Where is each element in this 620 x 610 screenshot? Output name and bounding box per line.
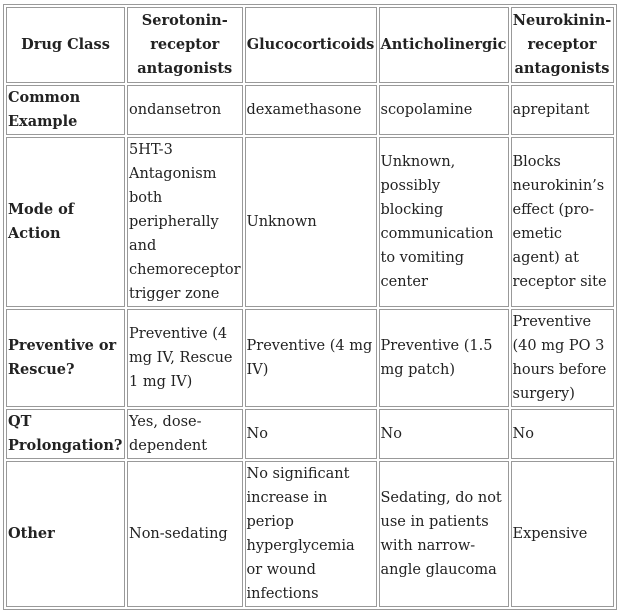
table-cell: No bbox=[245, 409, 377, 459]
table-row-preventive-or-rescue bbox=[6, 309, 614, 407]
table-cell: 5HT-3 Antagonism both peripherally and chemoreceptor trigger zone bbox=[127, 137, 243, 307]
row-label: QT Prolongation? bbox=[6, 409, 125, 459]
table-cell: Expensive bbox=[511, 461, 614, 607]
table-row-qt-prolongation bbox=[6, 409, 614, 459]
table-cell: scopolamine bbox=[379, 85, 509, 135]
table-cell: No significant increase in periop hyperglycemia or wound infections bbox=[245, 461, 377, 607]
header-glucocorticoids: Glucocorticoids bbox=[245, 7, 377, 83]
header-drug-class: Drug Class bbox=[6, 7, 125, 83]
header-serotonin-antagonists: Serotonin-receptor antagonists bbox=[127, 7, 243, 83]
row-label: Common Example bbox=[6, 85, 125, 135]
drug-comparison-table bbox=[3, 4, 617, 610]
header-neurokinin-antagonists: Neurokinin-receptor antagonists bbox=[511, 7, 614, 83]
table-cell: Yes, dose-dependent bbox=[127, 409, 243, 459]
table-cell: Preventive (40 mg PO 3 hours before surgery) bbox=[511, 309, 614, 407]
table-cell: No bbox=[379, 409, 509, 459]
table-cell: ondansetron bbox=[127, 85, 243, 135]
table-cell: dexamethasone bbox=[245, 85, 377, 135]
row-label: Mode of Action bbox=[6, 137, 125, 307]
header-anticholinergic: Anticholinergic bbox=[379, 7, 509, 83]
table-cell: No bbox=[511, 409, 614, 459]
table-row-mode-of-action bbox=[6, 137, 614, 307]
row-label: Other bbox=[6, 461, 125, 607]
table-cell: Blocks neurokinin’s effect (pro-emetic agent) at receptor site bbox=[511, 137, 614, 307]
table-cell: Non-sedating bbox=[127, 461, 243, 607]
table-cell: Preventive (4 mg IV) bbox=[245, 309, 377, 407]
table-cell: Unknown bbox=[245, 137, 377, 307]
table-cell: Sedating, do not use in patients with narrow-angle glaucoma bbox=[379, 461, 509, 607]
table-row-common-example bbox=[6, 85, 614, 135]
table-row-other bbox=[6, 461, 614, 607]
table-cell: Unknown, possibly blocking communication to vomiting center bbox=[379, 137, 509, 307]
row-label: Preventive or Rescue? bbox=[6, 309, 125, 407]
table-cell: Preventive (1.5 mg patch) bbox=[379, 309, 509, 407]
table-cell: Preventive (4 mg IV, Rescue 1 mg IV) bbox=[127, 309, 243, 407]
table-cell: aprepitant bbox=[511, 85, 614, 135]
table-header-row bbox=[6, 7, 614, 83]
